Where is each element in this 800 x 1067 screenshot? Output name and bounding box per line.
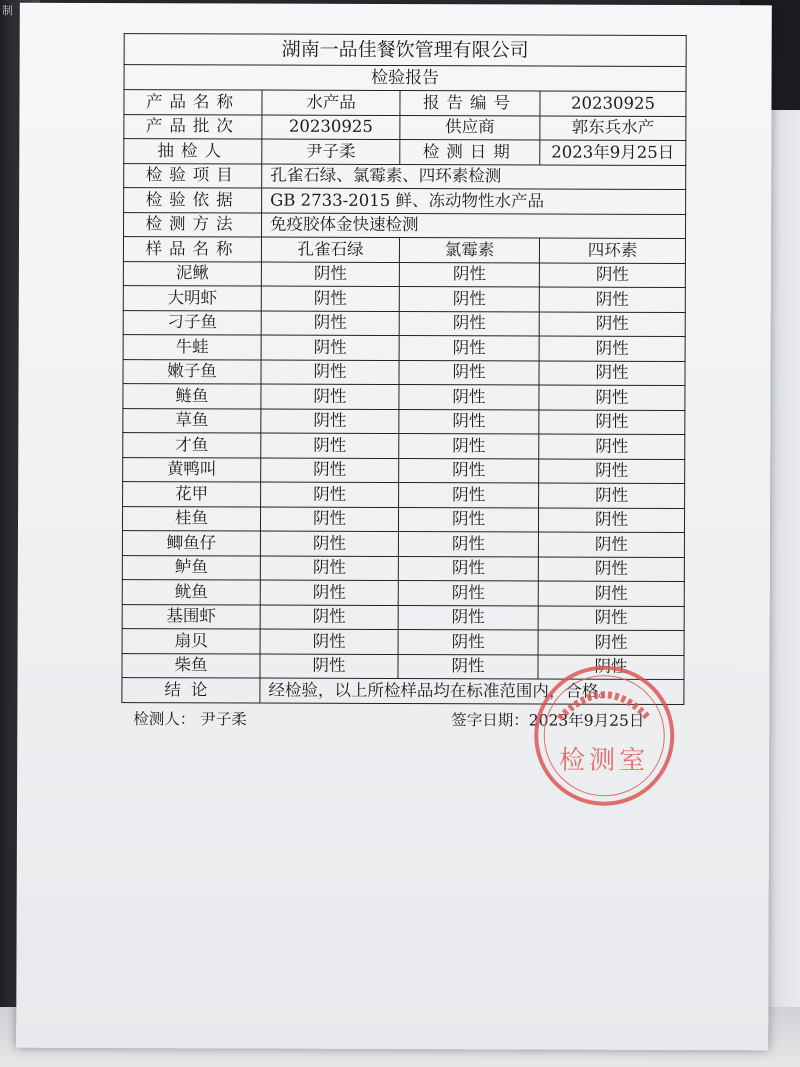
result-chloramphenicol: 阴性 (398, 654, 538, 679)
result-tetracycline: 阴性 (539, 287, 685, 312)
result-malachite-green: 阴性 (260, 507, 398, 532)
background-corner-text: 制 (2, 4, 13, 17)
result-malachite-green: 阴性 (260, 654, 398, 679)
sample-name: 柴鱼 (122, 653, 260, 678)
sample-name: 鲫鱼仔 (122, 531, 260, 556)
sample-name: 刁子鱼 (123, 310, 261, 335)
report-table (121, 33, 686, 704)
result-tetracycline: 阴性 (539, 434, 685, 459)
result-tetracycline: 阴性 (539, 385, 685, 410)
info-label: 产品名称 (124, 90, 262, 115)
result-chloramphenicol: 阴性 (399, 385, 539, 410)
company-name: 湖南一品佳餐饮管理有限公司 (124, 34, 686, 67)
wide-row (124, 188, 686, 214)
sample-name: 才鱼 (123, 433, 261, 458)
result-tetracycline: 阴性 (539, 336, 685, 361)
wide-row (124, 212, 686, 238)
result-chloramphenicol: 阴性 (399, 458, 539, 483)
sample-row (122, 506, 684, 532)
result-malachite-green: 阴性 (261, 482, 399, 507)
info-value: 水产品 (262, 90, 400, 115)
sample-row (123, 384, 685, 410)
sample-name: 嫩子鱼 (123, 359, 261, 384)
info-label: 供应商 (400, 115, 540, 140)
result-malachite-green: 阴性 (261, 433, 399, 458)
result-tetracycline: 阴性 (539, 459, 685, 484)
wide-label: 检验依据 (124, 188, 262, 213)
sample-row (122, 580, 684, 606)
wide-value: GB 2733-2015 鲜、冻动物性水产品 (262, 188, 686, 214)
sample-name: 鲈鱼 (122, 555, 260, 580)
info-value: 20230925 (540, 91, 686, 116)
sample-name: 大明虾 (123, 286, 261, 311)
conclusion-text: 经检验，以上所检样品均在标准范围内，合格。 (260, 678, 684, 704)
sample-name: 鱿鱼 (122, 580, 260, 605)
conclusion-row (122, 678, 684, 704)
result-chloramphenicol: 阴性 (399, 483, 539, 508)
result-chloramphenicol: 阴性 (398, 532, 538, 557)
sample-name: 花甲 (123, 482, 261, 507)
sample-row (123, 335, 685, 361)
report-footer (121, 705, 683, 733)
result-tetracycline: 阴性 (539, 263, 685, 288)
result-chloramphenicol: 阴性 (399, 287, 539, 312)
result-malachite-green: 阴性 (261, 384, 399, 409)
result-malachite-green: 阴性 (261, 409, 399, 434)
result-tetracycline: 阴性 (539, 483, 685, 508)
result-tetracycline: 阴性 (538, 630, 684, 655)
result-chloramphenicol: 阴性 (399, 311, 539, 336)
wide-label: 检测方法 (124, 212, 262, 237)
sample-row (122, 531, 684, 557)
result-malachite-green: 阴性 (260, 580, 398, 605)
sample-row (122, 653, 684, 679)
info-value: 20230925 (262, 115, 400, 140)
paper-sheet (16, 3, 772, 1051)
result-tetracycline: 阴性 (538, 606, 684, 631)
result-malachite-green: 阴性 (261, 286, 399, 311)
sample-name: 泥鳅 (123, 261, 261, 286)
result-chloramphenicol: 阴性 (399, 262, 539, 287)
result-malachite-green: 阴性 (261, 360, 399, 385)
sample-row (123, 482, 685, 508)
result-tetracycline: 阴性 (538, 581, 684, 606)
conclusion-label: 结论 (122, 678, 260, 703)
sample-row (122, 629, 684, 655)
result-tetracycline: 阴性 (539, 312, 685, 337)
result-chloramphenicol: 阴性 (399, 409, 539, 434)
sample-row (123, 457, 685, 483)
sample-name: 鲢鱼 (123, 384, 261, 409)
inspection-report (121, 33, 703, 733)
result-malachite-green: 阴性 (260, 629, 398, 654)
result-tetracycline: 阴性 (538, 655, 684, 680)
sample-row (123, 359, 685, 385)
inspector-signature: 检测人： 尹子柔 (133, 709, 247, 728)
column-header: 样品名称 (123, 237, 261, 262)
sample-row (123, 433, 685, 459)
sample-name: 桂鱼 (122, 506, 260, 531)
stamp-label: 检测室 (559, 745, 650, 776)
result-chloramphenicol: 阴性 (398, 507, 538, 532)
sample-row (123, 286, 685, 312)
result-chloramphenicol: 阴性 (398, 605, 538, 630)
result-tetracycline: 阴性 (538, 508, 684, 533)
result-tetracycline: 阴性 (539, 410, 685, 435)
sample-row (123, 310, 685, 336)
sample-row (123, 261, 685, 287)
result-chloramphenicol: 阴性 (398, 581, 538, 606)
wide-value: 孔雀石绿、氯霉素、四环素检测 (262, 164, 686, 190)
result-malachite-green: 阴性 (261, 311, 399, 336)
info-row (124, 90, 686, 116)
result-chloramphenicol: 阴性 (399, 434, 539, 459)
sample-name: 黄鸭叫 (123, 457, 261, 482)
result-malachite-green: 阴性 (261, 335, 399, 360)
result-malachite-green: 阴性 (260, 531, 398, 556)
result-malachite-green: 阴性 (261, 262, 399, 287)
wide-label: 检验项目 (124, 163, 262, 188)
sign-date: 签字日期：2023年9月25日 (451, 710, 645, 730)
result-tetracycline: 阴性 (539, 361, 685, 386)
result-chloramphenicol: 阴性 (399, 336, 539, 361)
info-row (124, 114, 686, 140)
result-chloramphenicol: 阴性 (399, 360, 539, 385)
wide-value: 免疫胶体金快速检测 (262, 213, 686, 239)
info-value: 郭东兵水产 (540, 116, 686, 141)
info-label: 抽检人 (124, 139, 262, 164)
info-label: 产品批次 (124, 114, 262, 139)
wide-row (124, 163, 686, 189)
company-row (124, 34, 686, 67)
info-label: 检测日期 (400, 140, 540, 165)
result-malachite-green: 阴性 (261, 458, 399, 483)
sample-name: 草鱼 (123, 408, 261, 433)
sample-name: 牛蛙 (123, 335, 261, 360)
info-value: 尹子柔 (262, 139, 400, 164)
column-header: 四环素 (539, 238, 685, 263)
result-malachite-green: 阴性 (260, 556, 398, 581)
column-header-row (123, 237, 685, 263)
title-row (124, 65, 686, 92)
info-value: 2023年9月25日 (540, 140, 686, 165)
sample-row (122, 555, 684, 581)
result-chloramphenicol: 阴性 (398, 630, 538, 655)
report-title: 检验报告 (124, 65, 686, 92)
sample-name: 扇贝 (122, 629, 260, 654)
info-row (124, 139, 686, 165)
result-malachite-green: 阴性 (260, 605, 398, 630)
sample-row (122, 604, 684, 630)
result-chloramphenicol: 阴性 (398, 556, 538, 581)
column-header: 孔雀石绿 (261, 237, 399, 262)
sample-name: 基围虾 (122, 604, 260, 629)
info-label: 报告编号 (400, 91, 540, 116)
sample-row (123, 408, 685, 434)
column-header: 氯霉素 (399, 238, 539, 263)
result-tetracycline: 阴性 (538, 532, 684, 557)
result-tetracycline: 阴性 (538, 557, 684, 582)
